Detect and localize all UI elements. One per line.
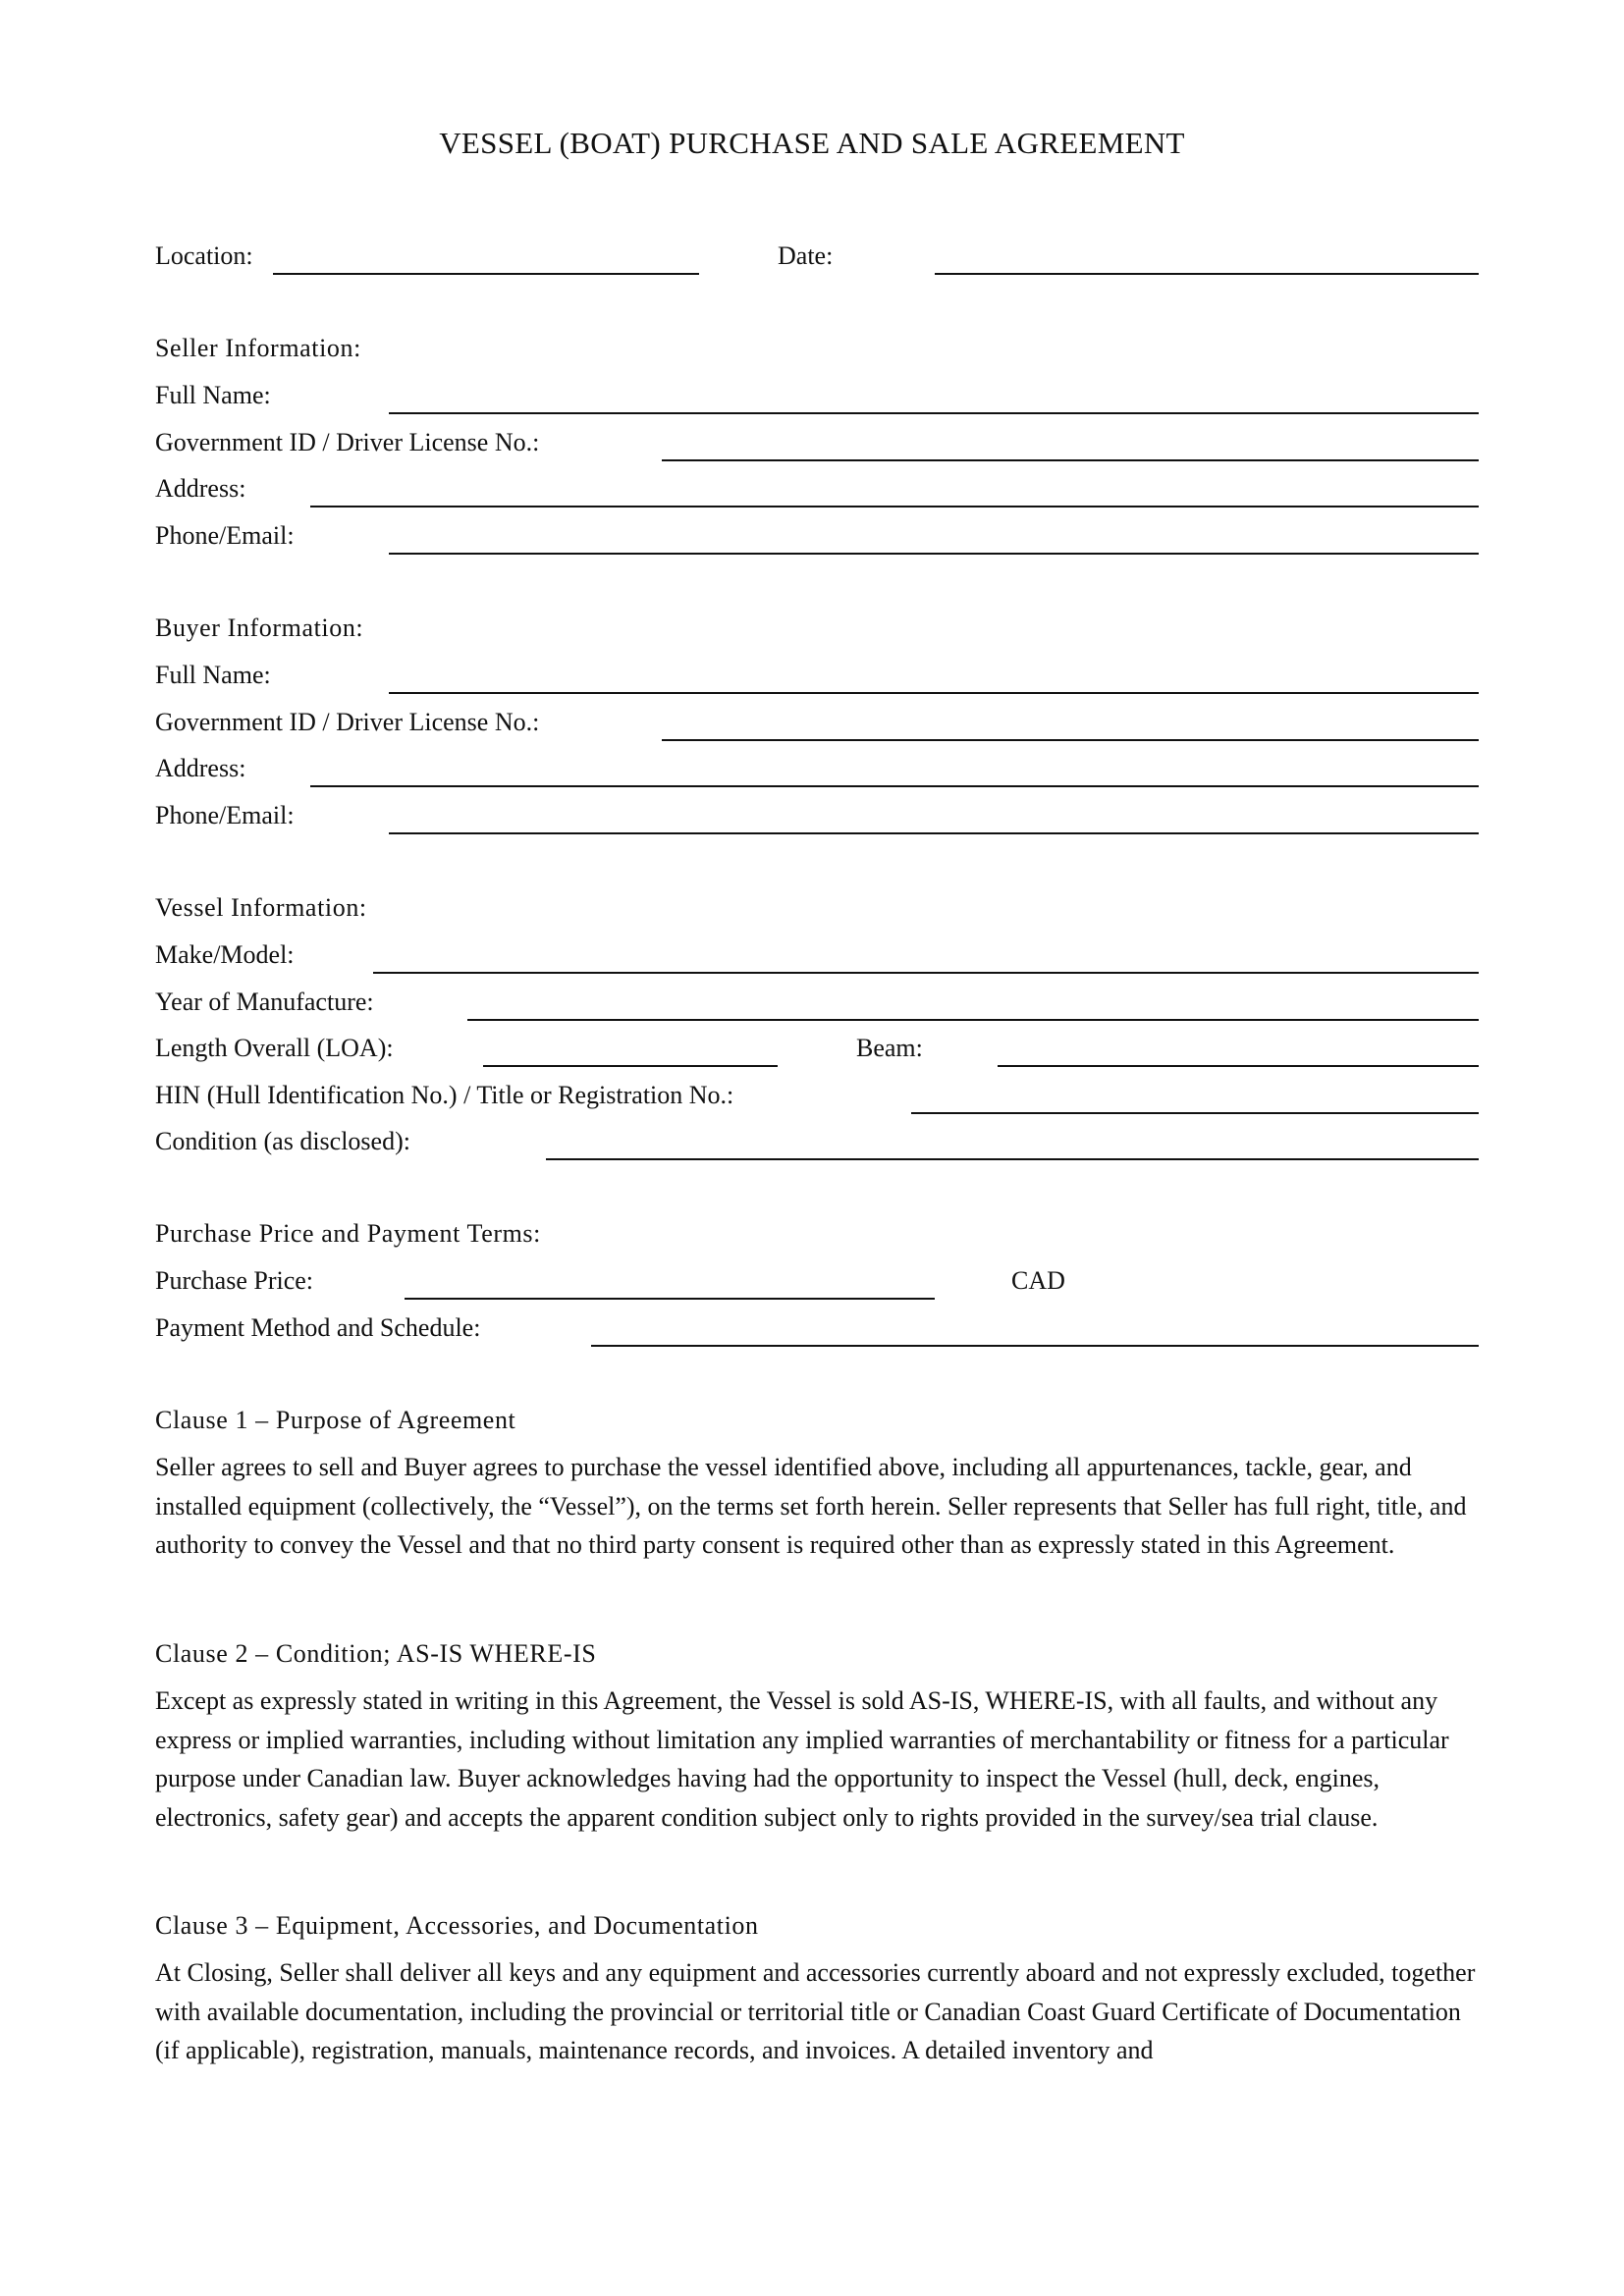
buyer-gov-id-row (155, 702, 1479, 741)
vessel-beam-field[interactable] (998, 1065, 1479, 1067)
vessel-condition-label: Condition (as disclosed): (155, 1127, 410, 1155)
buyer-address-row (155, 748, 1479, 787)
vessel-condition-field[interactable] (546, 1158, 1479, 1160)
buyer-full-name-field[interactable] (389, 692, 1479, 694)
clause-1-body (155, 1448, 1483, 1565)
clause-1-text: Seller agrees to sell and Buyer agrees to purchase the vessel identified above, including all appurtenances, tackle, gear, and installed equipment (collectively, the “Vessel”), on the terms set forth herein. Seller represents that Seller has full right, title, and authority to convey the Vessel and that no third party consent is required other than as expressly stated in this Agreement. (155, 1453, 1467, 1559)
seller-address-row (155, 468, 1479, 507)
vessel-make-model-label: Make/Model: (155, 940, 295, 969)
vessel-beam-label: Beam: (856, 1034, 923, 1062)
location-field[interactable] (273, 273, 699, 275)
date-field[interactable] (935, 273, 1479, 275)
buyer-address-label: Address: (155, 754, 246, 782)
buyer-phone-email-field[interactable] (389, 832, 1479, 834)
vessel-hin-field[interactable] (911, 1112, 1479, 1114)
location-date-row (155, 236, 1479, 275)
vessel-make-model-row (155, 934, 1479, 974)
payment-section-heading: Purchase Price and Payment Terms: (155, 1219, 541, 1248)
currency-label: CAD (1011, 1266, 1065, 1295)
vessel-section-heading: Vessel Information: (155, 893, 367, 922)
vessel-year-row (155, 982, 1479, 1021)
vessel-hin-row (155, 1075, 1479, 1114)
seller-gov-id-label: Government ID / Driver License No.: (155, 428, 540, 456)
seller-address-label: Address: (155, 474, 246, 503)
seller-phone-email-label: Phone/Email: (155, 521, 295, 550)
vessel-make-model-field[interactable] (373, 972, 1479, 974)
vessel-loa-label: Length Overall (LOA): (155, 1034, 394, 1062)
vessel-loa-beam-row (155, 1028, 1479, 1067)
vessel-year-field[interactable] (467, 1019, 1479, 1021)
payment-method-row (155, 1308, 1479, 1347)
vessel-condition-row (155, 1121, 1479, 1160)
date-label: Date: (778, 241, 834, 270)
seller-gov-id-field[interactable] (662, 459, 1479, 461)
seller-phone-email-field[interactable] (389, 553, 1479, 555)
buyer-phone-email-label: Phone/Email: (155, 801, 295, 829)
seller-section-heading: Seller Information: (155, 334, 361, 362)
buyer-full-name-row (155, 655, 1479, 694)
seller-full-name-row (155, 375, 1479, 414)
buyer-full-name-label: Full Name: (155, 661, 271, 689)
purchase-price-label: Purchase Price: (155, 1266, 314, 1295)
buyer-gov-id-label: Government ID / Driver License No.: (155, 708, 540, 736)
buyer-gov-id-field[interactable] (662, 739, 1479, 741)
seller-phone-email-row (155, 515, 1479, 555)
page-title: VESSEL (BOAT) PURCHASE AND SALE AGREEMENT (439, 126, 1185, 160)
buyer-section-heading: Buyer Information: (155, 614, 364, 642)
buyer-address-field[interactable] (310, 785, 1479, 787)
seller-full-name-field[interactable] (389, 412, 1479, 414)
clause-1-title: Clause 1 – Purpose of Agreement (155, 1406, 516, 1434)
purchase-price-row (155, 1260, 1479, 1300)
clause-3-title: Clause 3 – Equipment, Accessories, and Documentation (155, 1911, 759, 1940)
vessel-year-label: Year of Manufacture: (155, 988, 374, 1016)
payment-method-field[interactable] (591, 1345, 1479, 1347)
clause-2-text: Except as expressly stated in writing in this Agreement, the Vessel is sold AS-IS, WHERE-IS, with all faults, and without any express or implied warranties, including without limitation any implied warranties of merchantability or fitness for a particular purpose under Canadian law. Buyer acknowledges having had the opportunity to inspect the Vessel (hull, deck, engines, electronics, safety gear) and accepts the apparent condition subject only to rights provided in the survey/sea trial clause. (155, 1686, 1449, 1832)
purchase-price-field[interactable] (405, 1298, 935, 1300)
clause-2-title: Clause 2 – Condition; AS-IS WHERE-IS (155, 1639, 597, 1668)
vessel-hin-label: HIN (Hull Identification No.) / Title or Registration No.: (155, 1081, 734, 1109)
clause-2-body (155, 1682, 1483, 1837)
seller-gov-id-row (155, 422, 1479, 461)
clause-3-body (155, 1953, 1483, 2070)
payment-method-label: Payment Method and Schedule: (155, 1313, 481, 1342)
seller-full-name-label: Full Name: (155, 381, 271, 409)
buyer-phone-email-row (155, 795, 1479, 834)
vessel-loa-field[interactable] (483, 1065, 778, 1067)
clause-3-text: At Closing, Seller shall deliver all keys and any equipment and accessories currently aboard and not expressly excluded, together with available documentation, including the provincial or territorial title or Canadian Coast Guard Certificate of Documentation (if applicable), registration, manuals, maintenance records, and invoices. A detailed inventory and (155, 1958, 1476, 2064)
location-label: Location: (155, 241, 253, 270)
seller-address-field[interactable] (310, 506, 1479, 507)
